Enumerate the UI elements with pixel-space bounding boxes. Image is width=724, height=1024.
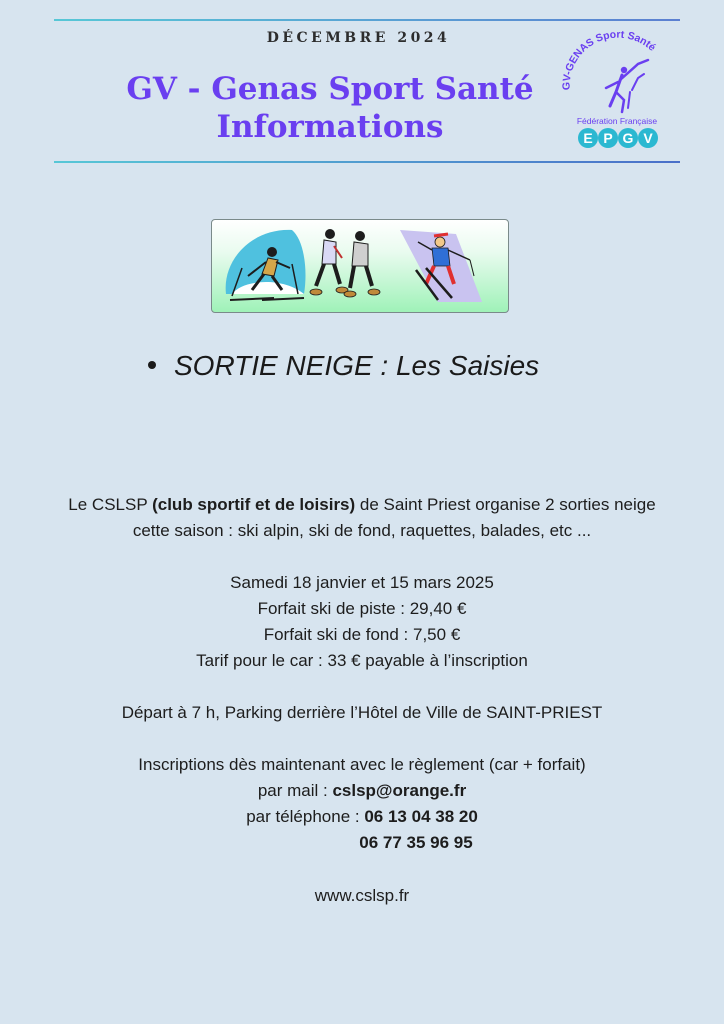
depart-info: Départ à 7 h, Parking derrière l’Hôtel de Ville de SAINT-PRIEST bbox=[121, 703, 603, 722]
figure-silhouette-icon bbox=[606, 60, 648, 112]
title-line-2: Informations bbox=[216, 109, 444, 145]
logo-letter-v: V bbox=[643, 130, 653, 146]
logo-letter-g: G bbox=[622, 130, 634, 146]
issue-date: DÉCEMBRE 2024 bbox=[266, 30, 451, 46]
bullet-dot bbox=[148, 361, 156, 369]
inscriptions-info: Inscriptions dès maintenant avec le règlement (car + forfait) bbox=[138, 755, 586, 774]
logo-federation: Fédération Française bbox=[576, 116, 658, 126]
title-line-1: GV - Genas Sport Santé bbox=[126, 71, 534, 107]
contact-mail: par mail : cslsp@orange.fr bbox=[257, 781, 467, 800]
forfait-piste: Forfait ski de piste : 29,40 € bbox=[257, 599, 467, 618]
event-details bbox=[0, 492, 724, 909]
logo-letter-e: E bbox=[583, 130, 593, 146]
page-title bbox=[60, 70, 600, 146]
event-dates: Samedi 18 janvier et 15 mars 2025 bbox=[230, 573, 494, 592]
logo-epgv-badges bbox=[578, 128, 658, 148]
downhill-skier-icon bbox=[400, 230, 482, 302]
phone-1[interactable]: 06 13 04 38 20 bbox=[364, 807, 478, 826]
logo-letter-p: P bbox=[603, 130, 613, 146]
logo-arc-text: GV-GENAS Sport Santé bbox=[560, 30, 658, 91]
contact-phone-1: par téléphone : 06 13 04 38 20 bbox=[246, 807, 478, 826]
epgv-logo bbox=[552, 30, 682, 154]
intro-line-2: cette saison : ski alpin, ski de fond, raquettes, balades, etc ... bbox=[132, 521, 592, 540]
event-heading: SORTIE NEIGE : Les Saisies bbox=[148, 350, 648, 382]
intro-line-1: Le CSLSP (club sportif et de loisirs) de Saint Priest organise 2 sorties neige bbox=[68, 495, 656, 514]
tarif-car: Tarif pour le car : 33 € payable à l’inscription bbox=[196, 651, 528, 670]
snowshoe-hikers-icon bbox=[310, 229, 380, 297]
cross-country-skier-icon bbox=[226, 230, 306, 300]
website-link[interactable]: www.cslsp.fr bbox=[314, 886, 410, 905]
forfait-fond: Forfait ski de fond : 7,50 € bbox=[263, 625, 461, 644]
winter-sports-illustration bbox=[211, 219, 509, 313]
bottom-divider bbox=[54, 161, 680, 163]
contact-phone-2[interactable]: 06 77 35 96 95 bbox=[359, 833, 473, 852]
mail-link[interactable]: cslsp@orange.fr bbox=[332, 781, 467, 800]
top-divider bbox=[54, 19, 680, 21]
